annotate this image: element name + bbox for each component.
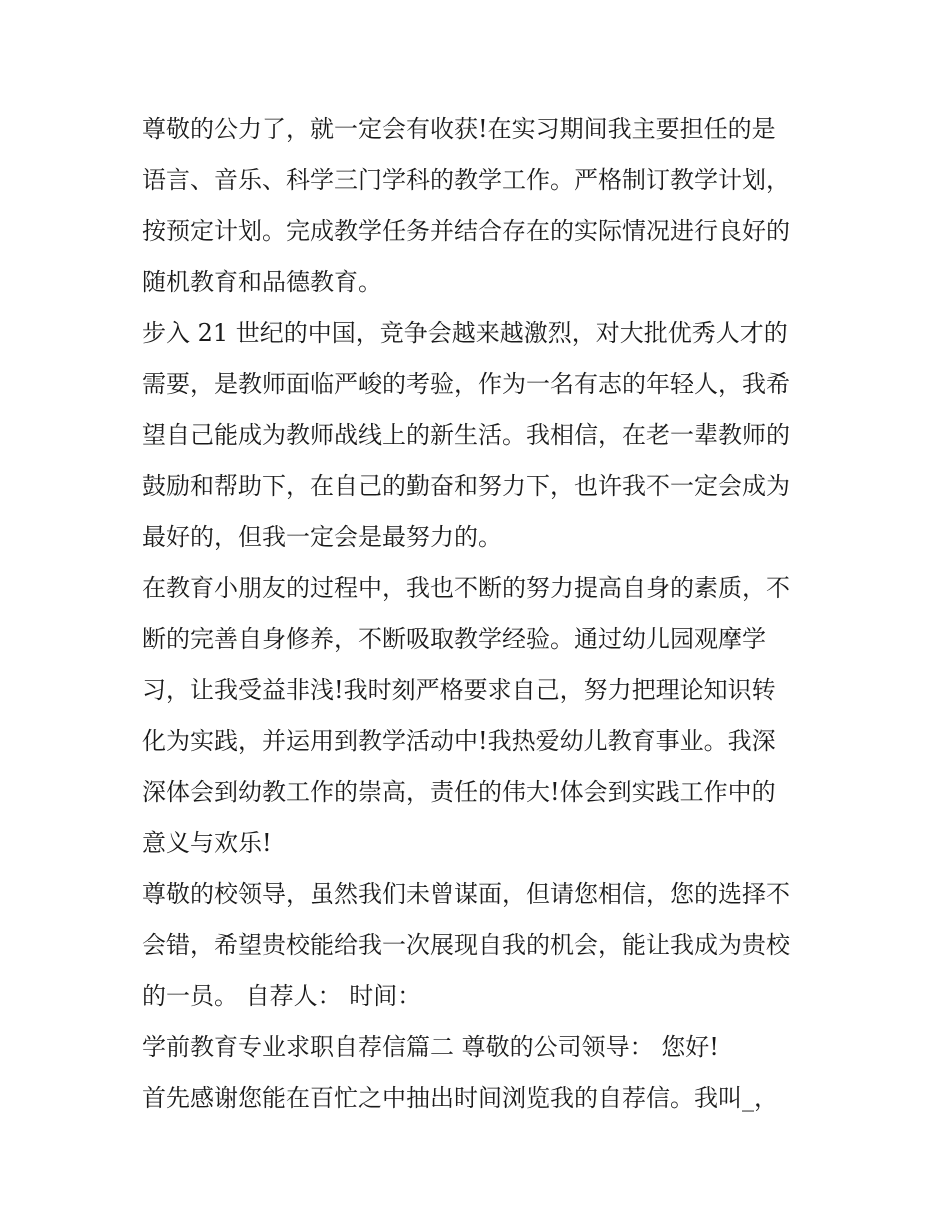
text-line-10: 在教育小朋友的过程中，我也不断的努力提高自身的素质，不	[142, 574, 790, 602]
text-line-19: 学前教育专业求职自荐信篇二 尊敬的公司领导： 您好!	[142, 1033, 719, 1061]
text-line-8: 鼓励和帮助下，在自己的勤奋和努力下，也许我不一定会成为	[142, 472, 790, 500]
text-line-1: 尊敬的公力了，就一定会有收获!在实习期间我主要担任的是	[142, 115, 776, 143]
text-line-11: 断的完善自身修养，不断吸取教学经验。通过幼儿园观摩学	[142, 625, 766, 653]
text-line-5: 步入 21 世纪的中国，竞争会越来越激烈，对大批优秀人才的	[142, 319, 788, 347]
text-line-7: 望自己能成为教师战线上的新生活。我相信，在老一辈教师的	[142, 421, 790, 449]
text-line-3: 按预定计划。完成教学任务并结合存在的实际情况进行良好的	[142, 217, 790, 245]
text-line-16: 尊敬的校领导，虽然我们未曾谋面，但请您相信，您的选择不	[142, 880, 790, 908]
text-line-15: 意义与欢乐!	[142, 829, 272, 857]
text-line-12: 习，让我受益非浅!我时刻严格要求自己，努力把理论知识转	[142, 676, 776, 704]
text-line-9: 最好的，但我一定会是最努力的。	[142, 523, 502, 551]
text-line-13: 化为实践，并运用到教学活动中!我热爱幼儿教育事业。我深	[142, 727, 776, 755]
text-line-14: 深体会到幼教工作的崇高，责任的伟大!体会到实践工作中的	[142, 778, 776, 806]
document-body	[142, 104, 822, 1124]
text-line-2: 语言、音乐、科学三门学科的教学工作。严格制订教学计划，	[142, 166, 790, 194]
text-line-18: 的一员。 自荐人： 时间：	[142, 982, 422, 1010]
text-line-6: 需要，是教师面临严峻的考验，作为一名有志的年轻人，我希	[142, 370, 790, 398]
text-line-20: 首先感谢您能在百忙之中抽出时间浏览我的自荐信。我叫_，	[142, 1084, 778, 1112]
text-line-17: 会错，希望贵校能给我一次展现自我的机会，能让我成为贵校	[142, 931, 790, 959]
text-line-4: 随机教育和品德教育。	[142, 268, 382, 296]
